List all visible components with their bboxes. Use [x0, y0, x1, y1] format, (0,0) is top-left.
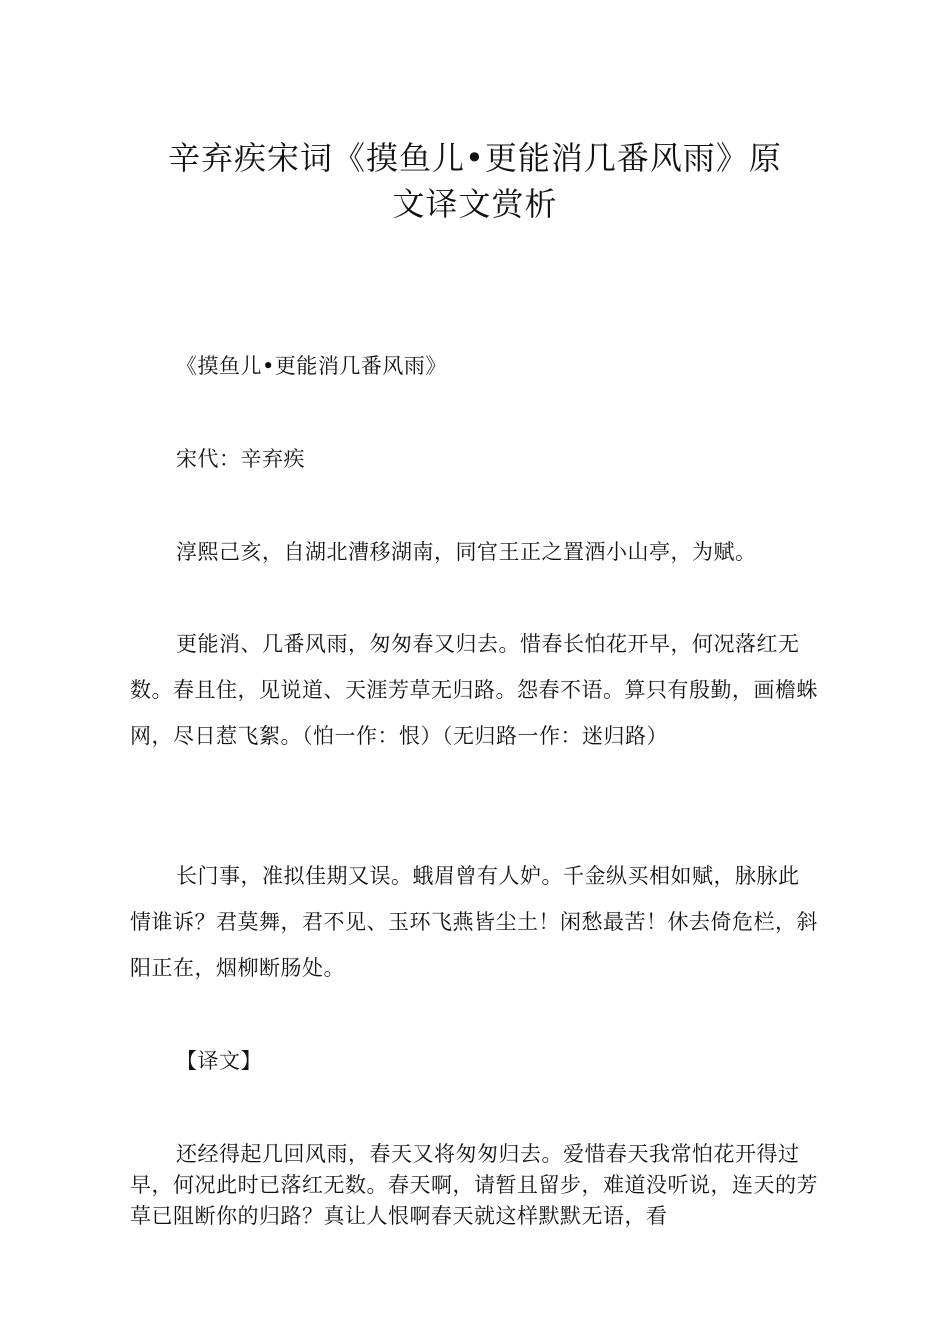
poem-preface: 淳熙己亥，自湖北漕移湖南，同官王正之置酒小山亭，为赋。 [176, 540, 757, 564]
document-title [130, 135, 820, 227]
document-title-line-1: 辛弃疾宋词《摸鱼儿•更能消几番风雨》原 [168, 139, 782, 177]
poem-author: 宋代：辛弃疾 [176, 447, 305, 471]
document-title-line-2: 文译文赏析 [392, 185, 558, 223]
poem-verse-2: 长门事，准拟佳期又误。蛾眉曾有人妒。千金纵买相如赋，脉脉此情谁诉？君莫舞，君不见、玉环飞燕皆尘土！闲愁最苦！休去倚危栏，斜阳正在，烟柳断肠处。 [130, 864, 818, 980]
translation-paragraph-1: 还经得起几回风雨，春天又将匆匆归去。爱惜春天我常怕花开得过早，何况此时已落红无数。春天啊，请暂且留步，难道没听说，连天的芳草已阻断你的归路？真让人恨啊春天就这样默默无语，看 [130, 1142, 818, 1228]
poem-title: 《摸鱼儿•更能消几番风雨》 [176, 354, 447, 378]
poem-verse-1: 更能消、几番风雨，匆匆春又归去。惜春长怕花开早，何况落红无数。春且住，见说道、天涯芳草无归路。怨春不语。算只有殷勤，画檐蛛网，尽日惹飞絮。（怕一作：恨）（无归路一作：迷归路） [130, 632, 818, 748]
section-heading-translation: 【译文】 [176, 1049, 262, 1073]
